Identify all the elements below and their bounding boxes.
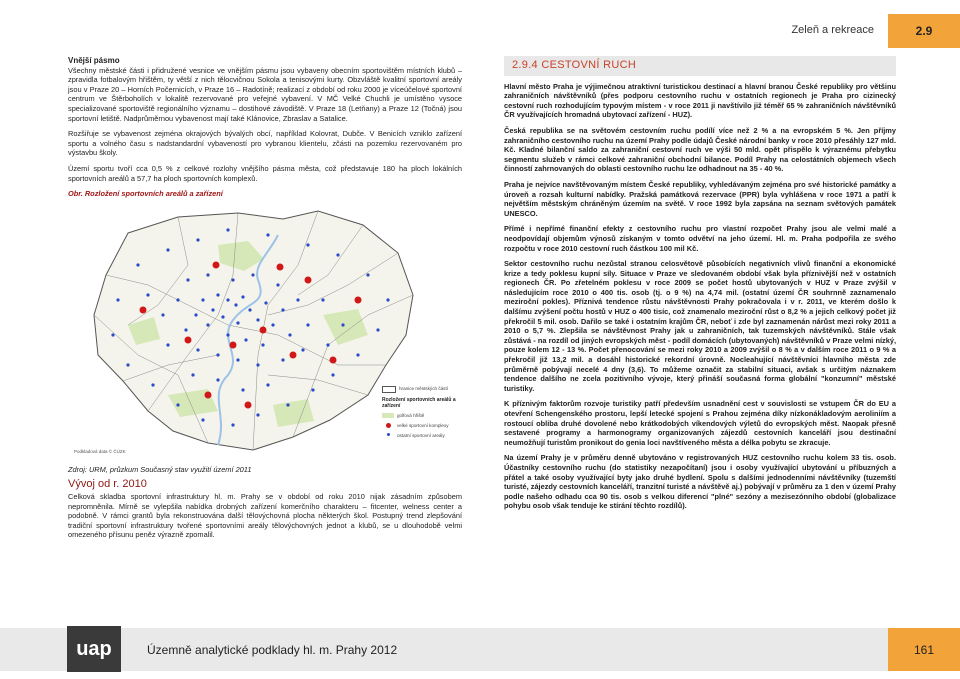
development-heading: Vývoj od r. 2010 <box>68 478 147 491</box>
development-paragraph: Celková skladba sportovní infrastruktury hl. m. Prahy se v období od roku 2010 nijak zásadním způsobem nepromněnila. Mírně se vylepšila nabídka drobných zařízení komerčního charakteru – fitcenter, welness center a podobně. V rámci grantů byla rekonstruována další tělovýchovná plocha některých škol. Postupný trend zlepšování tradiční sportovní infrastruktury tvořené sportovními areály tělovýchovných jednot a klubů, se u dlouhodobě velmi omezeného přísunu peněz výrazně zpomalil. <box>68 491 462 540</box>
legend-boundary-label: hranice městských částí <box>399 386 449 392</box>
territory-paragraph: Území sportu tvoří cca 0,5 % z celkové rozlohy vnějšího pásma města, což představuje 180 ha ploch lokálních sportovních areálů a 57,7 ha ploch sportovních komplexů. <box>68 163 462 183</box>
legend-other <box>382 433 462 439</box>
outer-zone-paragraph: Všechny městské části i přidružené vesnice ve vnějším pásmu jsou vybaveny obecním sportovištěm místních klubů – zpravidla fotbalovým hřištěm, ty větší z nich tělocvičnou Sokola a tenisovými kurty. Obzvláště kvalitní sportovní areály jsou v Praze 20 – Horních Počernicích, v Praze 16 – Radotíně; realizací z období od roku 2000 je víceúčelové sportovní centrum ve Štěrboholích v lokalitě rezervované pro veřejné vybavení. V MČ Velké Chuchli je umístěno vysoce specializované sportoviště regionálního významu – dostihové závodiště. V Praze 18 (Letňany) a Praze 12 (Točná) jsou sportovní letiště. Nadprůměrnou vybavenost mají také Klánovice, Zbraslav a Satalice. <box>68 65 462 123</box>
figure-source: Zdroj: URM, průzkum Současný stav využití území 2011 <box>68 464 252 474</box>
right-column <box>504 56 896 517</box>
tourism-paragraph-1: Hlavní město Praha je výjimečnou atraktivní turistickou destinací a hlavní branou České republiky pro většinu zahraničních návštěvníků (přes podporu cestovního ruchu v ostatních regionech je Praha pro cizinecký cestovní ruch rozhodujícím typovým místem - v roce 2011 ji navštívilo již téměř 65 % zahraničních návštěvníků ČR využívajících hromadná ubytovací zařízení - HUZ). <box>504 81 896 120</box>
expansion-paragraph: Rozšiřuje se vybavenost zejména okrajových bývalých obcí, například Kolovrat, Dubče. V Benicích vzniklo zařízení sportu a volného času s nadstandardní vybaveností pro vybranou klientelu, zčásti na pozemku rezervovaném pro výstavbu školy. <box>68 129 462 158</box>
footer-band <box>0 628 960 671</box>
legend-complex <box>382 423 462 429</box>
legend-golf-label: golfová hřiště <box>397 412 425 418</box>
legend-title: Rozložení sportovních areálů a zařízení <box>382 396 456 409</box>
legend-complex-label: velké sportovní komplexy <box>397 422 449 428</box>
sports-map <box>68 205 462 457</box>
uap-logo-icon <box>70 634 118 664</box>
tourism-paragraph-3: Praha je nejvíce navštěvovaným místem České republiky, vyhledávaným zejména pro své historické památky a úroveň a rozsah kulturní nabídky. Pražská památková rezervace (PPR) byla vyhlášena v roce 1971 a patří k největším městským chráněným územím na světě. V roce 1992 byla zapsána na seznam světových památek UNESCO. <box>504 179 896 218</box>
complex-swatch <box>382 423 394 428</box>
svg-text:uap: uap <box>76 638 112 660</box>
tourism-paragraph-2: Česká republika se na světovém cestovním ruchu podílí více než 2 % a na evropském 5 %. Jen příjmy zahraničního cestovního ruchu na území Prahy podle údajů České národní banky v roce 2010 přesáhly 127 mld. Kč. Kladné bilanční saldo za zahraniční cestovní ruch ve výši 50 mld. opět přispělo k výraznému přebytku segmentu služeb v rámci celkové zahraniční obchodní bilance. Podíl Prahy na celostátních objemech všech činností zahrnovaných do oblasti cestovního ruchu lze odhadnout na 35 - 40 %. <box>504 125 896 174</box>
tourism-paragraph-5: Sektor cestovního ruchu nezůstal stranou celosvětově působících negativních vlivů finanční a ekonomické krize a tedy poklesu kupní síly. Situace v Praze ve sledovaném období však byla příznivější než v ostatních regionech ČR. Po zřetelném poklesu v roce 2009 se počet hostů ubytovaných v HUZ v Praze zvýšil v následujícím roce 2010 o 400 tis. osob (tj. o 9 %) na 4,74 mil. (ostatní území ČR souhrnně zaznamenalo meziroční pokles). Příznivá tendence růstu návštěvnosti Prahy pokračovala i v r. 2011, ve kterém došlo k dalšímu zvýšení počtu hostů v HUZ o 400 tisíc, což znamenalo meziroční růst o 8,2 % a jejich celkový počet již překročil 5 mil. osob. Dařilo se také i ostatním krajům ČR, neboť i zde byl zaznamenán nárůst mezi roky 2011 a 2010 o 5,7 %. Zlepšila se návštěvnost Prahy jak u zahraničních, tak tuzemských návštěvníků. Stále však zůstává - na rozdíl od jiných evropských měst - podíl domácích (ubytovaných) návštěvníků v Praze velmi nízký, pouze kolem 12 - 13 %. Počet přenocování se mezi roky 2010 a 2009 zvýšil o 8 % a v dalším roce 2011 o 9 % a překročil již 13,2 mil. a dosáhl historické rekordní úrovně. Nocleahující návštěvníci hlavního města zde průměrně pobývají necelé 4 dny (3,6). To můžeme označit za stabilní situaci, avšak s určitým náznakem tendence dalšího ne zcela pozitivního vývoje, který přináší současná forma globální "konzumní" městské turistiky. <box>504 259 896 393</box>
legend-golf <box>382 413 462 419</box>
map-legend <box>382 386 462 443</box>
legend-boundary <box>382 386 462 393</box>
tourism-paragraph-7: Na území Prahy je v průměru denně ubytováno v registrovaných HUZ cestovního ruchu kolem 33 tis. osob. Účastníky cestovního ruchu (do statistiky nezapočítaní) jsou i osoby využívající ubytování u příbuzných a přátel a také osoby využívající byty jako druhé bydlení. Spolu s dalšími jednodenními návštěvníky (tuzemští turisté, zájezdy cestovních kanceláří, tranzitní turisté a návštěvě aj.) pobývají v průměru za 1 den v území Prahy podle našeho odhadu cca 90 tis. osob s velkou diferencí "plné" sezóny a mezisezónního období (globalizace pohybu osob však tenduje ke stírání těchto rozdílů). <box>504 453 896 511</box>
outer-zone-title: Vnější pásmo <box>68 56 120 65</box>
header-section-number: 2.9 <box>888 14 960 48</box>
left-column <box>68 56 462 546</box>
boundary-swatch <box>382 386 396 393</box>
footer-title: Územně analytické podklady hl. m. Prahy 2012 <box>147 643 398 657</box>
footer-logo <box>67 626 121 672</box>
tourism-section-heading: 2.9.4 CESTOVNÍ RUCH <box>504 56 896 76</box>
other-swatch <box>382 433 394 438</box>
map-credit: Podkladová data © ČÚZK <box>74 448 126 454</box>
figure-caption: Obr. Rozložení sportovních areálů a zařízení <box>68 189 223 199</box>
tourism-paragraph-6: K příznivým faktorům rozvoje turistiky patří především usnadnění cest v souvislosti se vstupem ČR do EU a otevření Schengenského prostoru, lepší letecké spojení s Prahou zejména díky nízkonákladovým aeroliniím a rostoucí obliba druhé dovolené nebo krátkodobých víkendových výletů do evropských měst. Naopak přesně sestavené programy a harmonogramy organizovaných zájezdů cestovních kanceláří jsou destinační neumožňují turistům pronikout do genia loci navštíveného města a délka pobytu se zkracuje. <box>504 399 896 447</box>
footer-page-number: 161 <box>888 628 960 671</box>
tourism-paragraph-4: Přímé i nepřímé finanční efekty z cestovního ruchu pro vlastní rozpočet Prahy jsou ale velmi malé a neodpovídají objemům výnosů získaným v tomto odvětví na jeho území. Hl. m. Praha podpořila ze svého rozpočtu v roce 2010 cestovní ruch částkou 100 mil Kč. <box>504 224 896 253</box>
legend-other-label: ostatní sportovní areály <box>397 432 445 438</box>
golf-swatch <box>382 413 394 418</box>
header-section-label: Zeleň a rekreace <box>791 24 874 36</box>
